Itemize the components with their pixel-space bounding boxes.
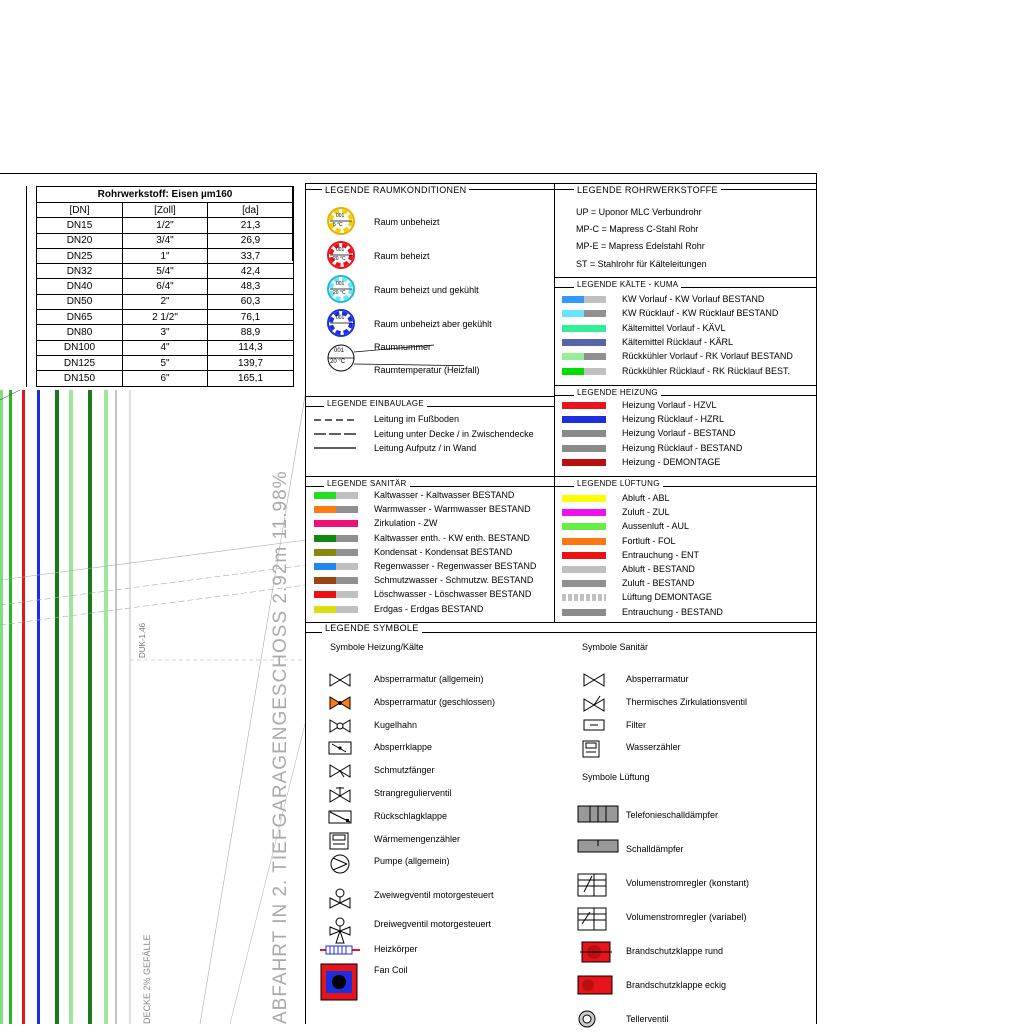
pipe-table-cell: 33,7 bbox=[208, 248, 294, 263]
raumnummer-label: Raumnummer bbox=[374, 342, 432, 352]
kaelte-item-label: KW Vorlauf - KW Vorlauf BESTAND bbox=[622, 294, 765, 304]
lueftung-symbol-label: Brandschutzklappe rund bbox=[626, 946, 724, 956]
lueftung-swatch bbox=[562, 509, 606, 516]
pipe-table-header-dn: [DN] bbox=[37, 203, 123, 218]
sanitaer-item-label: Regenwasser - Regenwasser BESTAND bbox=[374, 561, 537, 571]
heizung-symbol-label: Absperrklappe bbox=[374, 742, 433, 752]
heizung-swatch bbox=[562, 459, 606, 466]
kaelte-item-label: Kältemittel Rücklauf - KÄRL bbox=[622, 336, 734, 347]
heizung-symbol-label: Kugelhahn bbox=[374, 720, 418, 730]
heizung-symbol-label: Wärmemengenzähler bbox=[374, 834, 461, 844]
pipe-table-row bbox=[37, 355, 294, 370]
raum-example-top: 001 bbox=[334, 348, 345, 354]
lueftung-item-label: Lüftung DEMONTAGE bbox=[622, 592, 712, 603]
rohr-item: ST = Stahlrohr für Kälteleitungen bbox=[576, 259, 707, 269]
sanitaer-swatch-b bbox=[336, 520, 358, 527]
lueftung-item-label: Aussenluft - AUL bbox=[622, 521, 690, 532]
kaelte-swatch-a bbox=[562, 296, 584, 303]
sanitaer-symbol-icon bbox=[582, 740, 602, 763]
heizung-swatch bbox=[562, 402, 606, 409]
heizung-symbol-icon bbox=[328, 718, 352, 739]
lueftung-symbol-icon bbox=[576, 1008, 598, 1033]
raum-item-label: Raum beheizt bbox=[374, 251, 430, 261]
raum-symbol-top: 001 bbox=[336, 213, 345, 219]
kaelte-item-label: Kältemittel Vorlauf - KÄVL bbox=[622, 322, 726, 333]
rohr-item: UP = Uponor MLC Verbundrohr bbox=[576, 207, 702, 217]
pipe-table-cell: DN20 bbox=[37, 233, 123, 248]
raum-symbol bbox=[326, 274, 356, 304]
pipe-table-cell: 165,1 bbox=[208, 371, 294, 386]
heizung-item-label: Heizung - DEMONTAGE bbox=[622, 456, 721, 467]
pipe-green-2 bbox=[9, 390, 12, 1024]
sanitaer-item-label: Löschwasser - Löschwasser BESTAND bbox=[374, 589, 532, 600]
pipe-table-cell: 2" bbox=[123, 294, 208, 309]
pipe-table-cell: 1" bbox=[123, 248, 208, 263]
heizung-title: LEGENDE HEIZUNG bbox=[574, 388, 661, 397]
sanitaer-swatch-b bbox=[336, 506, 358, 513]
pipe-darkgreen-2 bbox=[88, 390, 92, 1024]
lueftung-symbol-label: Telefonieschalldämpfer bbox=[626, 810, 719, 820]
decke-label: DECKE 2% GEFÄLLE bbox=[142, 934, 152, 1024]
heizung-item-label: Heizung Rücklauf - BESTAND bbox=[622, 442, 743, 453]
lueftung-symbol-icon bbox=[576, 940, 616, 969]
symbole-sanitaer-title: Symbole Sanitär bbox=[582, 642, 649, 652]
pipe-table-row bbox=[37, 310, 294, 325]
sanitaer-symbol-label: Wasserzähler bbox=[626, 742, 681, 752]
lueftung-swatch bbox=[562, 566, 606, 573]
raum-symbol-bottom: 20 °C bbox=[333, 290, 346, 296]
pipe-table-cell: DN50 bbox=[37, 294, 123, 309]
sanitaer-symbol-label: Thermisches Zirkulationsventil bbox=[626, 697, 748, 707]
symbole-heizung-title: Symbole Heizung/Kälte bbox=[330, 642, 424, 652]
sanitaer-swatch-a bbox=[314, 606, 336, 613]
symbole-lueftung-title: Symbole Lüftung bbox=[582, 772, 650, 782]
einbau-item: Leitung Aufputz / in Wand bbox=[374, 443, 477, 453]
raum-section bbox=[306, 184, 555, 397]
raum-item-label: Raum unbeheizt bbox=[374, 217, 440, 227]
frame-top bbox=[0, 173, 817, 174]
pipe-material-table bbox=[36, 186, 294, 387]
pipe-table-cell: DN100 bbox=[37, 340, 123, 355]
lueftung-symbol-label: Volumenstromregler (variabel) bbox=[626, 912, 747, 922]
kaelte-section bbox=[554, 277, 816, 386]
pipe-table-cell: DN40 bbox=[37, 279, 123, 294]
heizung-swatch bbox=[562, 445, 606, 452]
lueftung-section bbox=[554, 476, 816, 623]
sanitaer-item-label: Erdgas - Erdgas BESTAND bbox=[374, 603, 484, 614]
heizung-symbol-label: Absperrarmatur (allgemein) bbox=[374, 674, 484, 684]
pipe-table-cell: DN65 bbox=[37, 310, 123, 325]
lueftung-item-label: Abluft - BESTAND bbox=[622, 564, 695, 574]
pipe-table-cell: 42,4 bbox=[208, 264, 294, 279]
pipe-table-cell: 88,9 bbox=[208, 325, 294, 340]
duk-label: DUK-1.46 bbox=[138, 622, 147, 658]
sanitaer-item-label: Warmwasser - Warmwasser BESTAND bbox=[374, 504, 531, 515]
sanitaer-item-label: Kaltwasser enth. - KW enth. BESTAND bbox=[374, 532, 530, 543]
heizung-symbol-label: Heizkörper bbox=[374, 944, 418, 954]
lueftung-item-label: Entrauchung - ENT bbox=[622, 549, 700, 560]
heizung-swatch bbox=[562, 430, 606, 437]
symbole-section bbox=[306, 622, 816, 1024]
pipe-table-cell: 2 1/2" bbox=[123, 310, 208, 325]
pipe-table-row bbox=[37, 248, 294, 263]
sanitaer-swatch-a bbox=[314, 520, 336, 527]
rohr-section bbox=[554, 184, 816, 278]
heizung-symbol-label: Dreiwegventil motorgesteuert bbox=[374, 919, 492, 929]
lueftung-symbol-icon bbox=[576, 872, 608, 903]
pipe-table-header-zoll: [Zoll] bbox=[123, 203, 208, 218]
sanitaer-swatch-b bbox=[336, 492, 358, 499]
lueftung-symbol-label: Volumenstromregler (konstant) bbox=[626, 878, 750, 888]
pipe-table-cell: 26,9 bbox=[208, 233, 294, 248]
lueftung-item-label: Entrauchung - BESTAND bbox=[622, 606, 723, 617]
raum-symbol bbox=[326, 308, 356, 338]
heizung-swatch bbox=[562, 416, 606, 423]
pipe-table-cell: DN80 bbox=[37, 325, 123, 340]
heizung-symbol-icon bbox=[328, 832, 352, 855]
sanitaer-symbol-label: Filter bbox=[626, 720, 646, 730]
sanitaer-section bbox=[306, 476, 555, 623]
lueftung-swatch bbox=[562, 538, 606, 545]
sanitaer-swatch-a bbox=[314, 492, 336, 499]
heizung-symbol-icon bbox=[320, 942, 360, 960]
kaelte-swatch-b bbox=[584, 296, 606, 303]
pipe-table-cell: 5" bbox=[123, 355, 208, 370]
kaelte-swatch-b bbox=[584, 353, 606, 360]
kaelte-swatch-a bbox=[562, 310, 584, 317]
raum-example-bottom: 20 °C bbox=[330, 359, 346, 365]
lueftung-symbol-icon bbox=[576, 906, 608, 937]
heizung-section bbox=[554, 385, 816, 477]
sanitaer-swatch-a bbox=[314, 577, 336, 584]
heizung-symbol-icon bbox=[328, 672, 352, 693]
frame-right bbox=[816, 173, 817, 1024]
heizung-symbol-label: Fan Coil bbox=[374, 965, 408, 975]
lueftung-symbol-icon bbox=[576, 804, 620, 829]
kaelte-swatch-b bbox=[584, 368, 606, 375]
heizung-symbol-icon bbox=[320, 963, 360, 1008]
pipe-table-cell: 139,7 bbox=[208, 355, 294, 370]
sanitaer-swatch-a bbox=[314, 506, 336, 513]
sanitaer-swatch-b bbox=[336, 606, 358, 613]
pipe-table-row bbox=[37, 218, 294, 233]
raum-item-label: Raum beheizt und gekühlt bbox=[374, 285, 479, 295]
heizung-symbol-icon bbox=[328, 740, 352, 761]
pipe-table-cell: 21,3 bbox=[208, 218, 294, 233]
raum-symbol bbox=[326, 206, 356, 236]
kaelte-swatch-a bbox=[562, 368, 584, 375]
sanitaer-swatch-a bbox=[314, 535, 336, 542]
sanitaer-swatch-b bbox=[336, 535, 358, 542]
raumtemperatur-label: Raumtemperatur (Heizfall) bbox=[374, 365, 480, 375]
sanitaer-title: LEGENDE SANITÄR bbox=[324, 479, 410, 488]
raum-symbol bbox=[326, 240, 356, 270]
kaelte-title: LEGENDE KÄLTE - KUMA bbox=[574, 280, 681, 289]
rohr-item: MP-E = Mapress Edelstahl Rohr bbox=[576, 241, 705, 251]
sanitaer-swatch-b bbox=[336, 591, 358, 598]
kaelte-item-label: Rückkühler Rücklauf - RK Rücklauf BEST. bbox=[622, 365, 791, 376]
heizung-symbol-label: Absperrarmatur (geschlossen) bbox=[374, 697, 496, 707]
raum-symbol-bottom: 5 °C bbox=[333, 222, 343, 228]
pipe-table-cell: 114,3 bbox=[208, 340, 294, 355]
pipe-blue bbox=[37, 390, 40, 1024]
kaelte-swatch-a bbox=[562, 325, 584, 332]
heizung-symbol-icon bbox=[328, 763, 352, 784]
sanitaer-item-label: Zirkulation - ZW bbox=[374, 518, 438, 529]
sanitaer-symbol-icon bbox=[582, 695, 606, 718]
pipe-table-cell: 6" bbox=[123, 371, 208, 386]
einbau-item: Leitung im Fußboden bbox=[374, 414, 460, 424]
pipe-table-cell: DN150 bbox=[37, 371, 123, 386]
heizung-symbol-icon bbox=[328, 786, 352, 809]
lueftung-symbol-icon bbox=[576, 974, 616, 1001]
pipe-table-cell: 6/4" bbox=[123, 279, 208, 294]
kaelte-item-label: KW Rücklauf - KW Rücklauf BESTAND bbox=[622, 308, 779, 319]
heizung-symbol-label: Schmutzfänger bbox=[374, 765, 435, 775]
pipe-lightgreen-2 bbox=[104, 390, 108, 1024]
heizung-item-label: Heizung Vorlauf - HZVL bbox=[622, 400, 717, 410]
kaelte-swatch-a bbox=[562, 353, 584, 360]
pipe-table-row bbox=[37, 264, 294, 279]
lueftung-swatch bbox=[562, 594, 606, 601]
sanitaer-swatch-a bbox=[314, 549, 336, 556]
raum-symbol-bottom: 20 °C bbox=[333, 256, 346, 262]
sanitaer-symbol-icon bbox=[582, 672, 606, 693]
plan-area bbox=[0, 390, 306, 1024]
pipe-table-row bbox=[37, 371, 294, 386]
pipe-table-cell: 76,1 bbox=[208, 310, 294, 325]
heizung-symbol-icon bbox=[328, 695, 352, 716]
rohr-item: MP-C = Mapress C-Stahl Rohr bbox=[576, 224, 699, 234]
lueftung-item-label: Zuluft - BESTAND bbox=[622, 578, 695, 589]
heizung-item-label: Heizung Vorlauf - BESTAND bbox=[622, 428, 736, 439]
pipe-darkgreen bbox=[55, 390, 59, 1024]
heizung-symbol-label: Strangregulierventil bbox=[374, 788, 452, 798]
lueftung-symbol-label: Schalldämpfer bbox=[626, 844, 684, 854]
pipe-table-cell: DN25 bbox=[37, 248, 123, 263]
pipe-table-row bbox=[37, 325, 294, 340]
heizung-symbol-label: Rückschlagklappe bbox=[374, 811, 448, 821]
kaelte-item-label: Rückkühler Vorlauf - RK Vorlauf BESTAND bbox=[622, 351, 793, 362]
pipe-table-row bbox=[37, 279, 294, 294]
einbau-section bbox=[306, 396, 555, 477]
lueftung-item-label: Fortluft - FOL bbox=[622, 535, 676, 546]
heizung-symbol-label: Pumpe (allgemein) bbox=[374, 856, 450, 866]
sanitaer-swatch-b bbox=[336, 577, 358, 584]
pipe-table-cell: 48,3 bbox=[208, 279, 294, 294]
pipe-table-row bbox=[37, 294, 294, 309]
raum-title: LEGENDE RAUMKONDITIONEN bbox=[322, 185, 469, 195]
sanitaer-item-label: Kondensat - Kondensat BESTAND bbox=[374, 546, 513, 557]
lueftung-title: LEGENDE LÜFTUNG bbox=[574, 479, 663, 488]
pipe-green bbox=[0, 390, 3, 1024]
kaelte-swatch-a bbox=[562, 339, 584, 346]
pipe-table-cell: DN125 bbox=[37, 355, 123, 370]
raum-symbol-top: 001 bbox=[336, 247, 345, 253]
pipe-red bbox=[22, 390, 25, 1024]
pipe-lightgreen bbox=[69, 390, 73, 1024]
pipe-table-left-stub bbox=[0, 186, 27, 387]
raum-symbol-top: 001 bbox=[336, 281, 345, 287]
sanitaer-swatch-b bbox=[336, 549, 358, 556]
pipe-table-cell: 3" bbox=[123, 325, 208, 340]
pipe-table-cell: 60,3 bbox=[208, 294, 294, 309]
pipe-table-title: Rohrwerkstoff: Eisen µm160 bbox=[37, 187, 294, 203]
lueftung-swatch bbox=[562, 609, 606, 616]
lueftung-symbol-label: Brandschutzklappe eckig bbox=[626, 980, 727, 990]
pipe-table-cell: 3/4" bbox=[123, 233, 208, 248]
ramp-text: ABFAHRT IN 2. TIEFGARAGENGESCHOSS 2.92m 11.98% bbox=[270, 470, 291, 1024]
sanitaer-swatch-a bbox=[314, 591, 336, 598]
kaelte-swatch-b bbox=[584, 325, 606, 332]
pipe-table-cell: 1/2" bbox=[123, 218, 208, 233]
heizung-symbol-icon bbox=[328, 888, 352, 917]
pipe-table-row bbox=[37, 340, 294, 355]
pipe-table-cell: DN15 bbox=[37, 218, 123, 233]
pipe-table-cell: DN32 bbox=[37, 264, 123, 279]
heizung-symbol-icon bbox=[328, 854, 352, 879]
sanitaer-item-label: Schmutzwasser - Schmutzw. BESTAND bbox=[374, 575, 534, 586]
einbau-item: Leitung unter Decke / in Zwischendecke bbox=[374, 429, 534, 439]
sanitaer-swatch-b bbox=[336, 563, 358, 570]
rohr-title: LEGENDE ROHRWERKSTOFFE bbox=[574, 185, 721, 195]
lueftung-symbol-icon bbox=[576, 838, 620, 859]
einbau-title: LEGENDE EINBAULAGE bbox=[324, 399, 427, 408]
lueftung-item-label: Abluft - ABL bbox=[622, 493, 670, 503]
heizung-item-label: Heizung Rücklauf - HZRL bbox=[622, 414, 725, 425]
pipe-table-cell: 4" bbox=[123, 340, 208, 355]
raum-symbol-top: 001 bbox=[336, 315, 345, 321]
sanitaer-symbol-icon bbox=[582, 718, 606, 737]
lueftung-item-label: Zuluft - ZUL bbox=[622, 507, 670, 518]
symbole-title: LEGENDE SYMBOLE bbox=[322, 623, 422, 633]
lueftung-swatch bbox=[562, 552, 606, 559]
lueftung-swatch bbox=[562, 523, 606, 530]
lueftung-symbol-label: Tellerventil bbox=[626, 1014, 669, 1024]
sanitaer-item-label: Kaltwasser - Kaltwasser BESTAND bbox=[374, 490, 515, 500]
kaelte-swatch-b bbox=[584, 339, 606, 346]
heizung-symbol-icon bbox=[328, 809, 352, 830]
lueftung-swatch bbox=[562, 580, 606, 587]
sanitaer-swatch-a bbox=[314, 563, 336, 570]
heizung-symbol-label: Zweiwegventil motorgesteuert bbox=[374, 890, 494, 900]
sanitaer-symbol-label: Absperrarmatur bbox=[626, 674, 689, 684]
kaelte-swatch-b bbox=[584, 310, 606, 317]
pipe-table-row bbox=[37, 233, 294, 248]
plan-drawing bbox=[0, 390, 306, 1024]
lueftung-swatch bbox=[562, 495, 606, 502]
raum-item-label: Raum unbeheizt aber gekühlt bbox=[374, 319, 492, 329]
pipe-table-header-da: [da] bbox=[208, 203, 294, 218]
pipe-table-cell: 5/4" bbox=[123, 264, 208, 279]
